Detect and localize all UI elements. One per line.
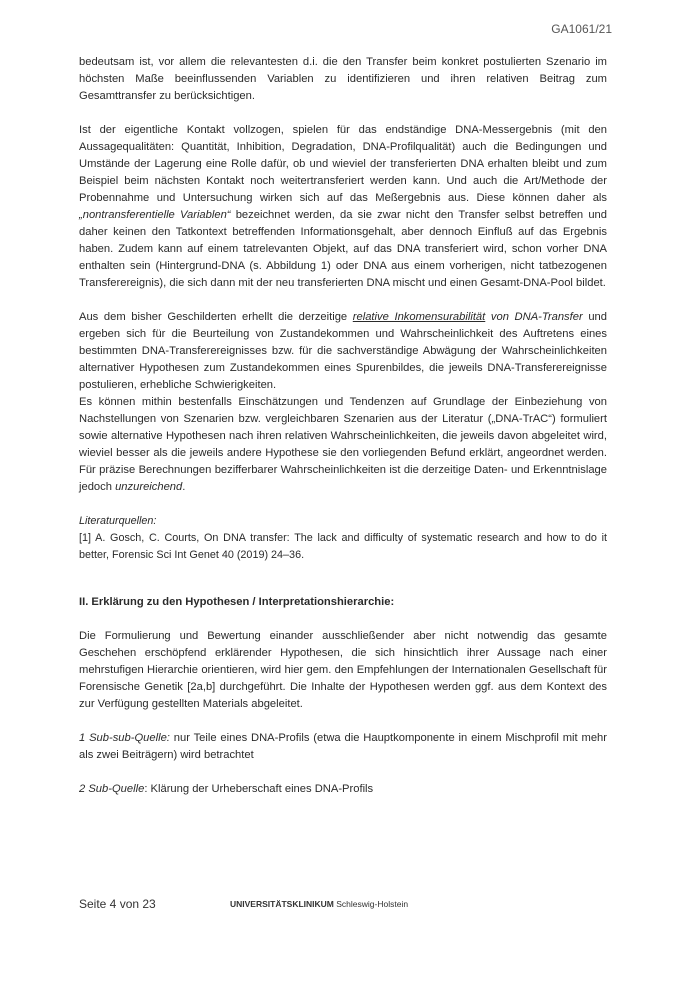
paragraph-incommensurability — [79, 309, 607, 394]
paragraph-estimates — [79, 394, 607, 496]
hierarchy-level-text: nur Teile eines DNA-Profils (etwa die Hauptkomponente in einem Mischprofil mit mehr als zwei Beiträgern) wird betrachtet — [79, 732, 607, 761]
paragraph-text: Aus dem bisher Geschilderten erhellt die derzeitige — [79, 311, 353, 323]
emphasis-text: von DNA-Transfer — [485, 311, 583, 323]
paragraph-transfer-variables: bedeutsam ist, vor allem die relevantesten d.i. die den Transfer beim konkret postulierten Szenario im höchsten Maße beeinflussenden Variablen zu identifizieren und ihren relativen Beitrag zum Gesamttransfer zu berücksichtigen. — [79, 56, 607, 102]
references-heading: Literaturquellen: — [79, 515, 157, 527]
paragraph-text: bezeichnet werden, da sie zwar nicht den Transfer selbst betreffen und daher keinen den Tatkontext betreffenden Informationsgehalt, aber dennoch Einfluß auf das Ergebnis haben. Zudem kann auf einem tatrelevanten Objekt, auf das DNA transferiert wird, schon vorher DNA enthalten sein (Hintergrund-DNA (s. Abbildung 1) oder DNA aus einem vorherigen, nicht tatbezogenen Transferereignis), die sich dann mit der neu transferierten DNA mischt und einen Gesamt-DNA-Pool bildet. — [79, 209, 607, 289]
paragraph-text: . — [182, 481, 186, 493]
hierarchy-level-item — [79, 781, 607, 798]
institution-name — [230, 899, 408, 909]
hierarchy-level-text: : Klärung der Urheberschaft eines DNA-Profils — [144, 783, 374, 795]
page-body — [79, 54, 607, 815]
reference-item: [1] A. Gosch, C. Courts, On DNA transfer: The lack and difficulty of systematic research and how to do it better, Forensic Sci Int Genet 40 (2019) 24–36. — [79, 532, 607, 561]
institution-rest: Schleswig-Holstein — [333, 899, 409, 909]
references-section — [79, 513, 607, 564]
emphasis-text: unzureichend — [115, 481, 183, 493]
institution-bold: UNIVERSITÄTSKLINIKUM — [230, 899, 334, 909]
document-number: GA1061/21 — [551, 22, 612, 36]
hierarchy-level-item — [79, 730, 607, 764]
section-heading: II. Erklärung zu den Hypothesen / Interpretationshierarchie: — [79, 596, 395, 608]
paragraph-text: und ergeben sich für die Beurteilung von Zustandekommen und Wahrscheinlichkeit des Auftretens eines bestimmten DNA-Transferereignisses bzw. für die sachverständige Abwägung der Wahrscheinlichkeiten alternativer Hypothesen zum Zustandekommen eines Spurenbildes, die jeweils DNA-Transferereignisse postulieren, erhebliche Schwierigkeiten. — [79, 311, 608, 391]
emphasis-text: „nontransferentielle Variablen“ — [79, 209, 231, 221]
emphasis-underlined-text: relative Inkomensurabilität — [352, 311, 486, 323]
paragraph-hypotheses: Die Formulierung und Bewertung einander ausschließender aber nicht notwendig das gesamte Geschehen erschöpfend erklärender Hypothesen, die sich hinsichtlich ihrer Aussage nach einer mehrstufigen Hierarchie orientieren, wird hier gem. den Empfehlungen der Internationalen Gesellschaft für Forensische Genetik [2a,b] durchgeführt. Die Inhalte der Hypothesen werden ggf. aus dem Kontext des zur Verfügung gestellten Materials abgeleitet. — [79, 630, 607, 710]
page-number: Seite 4 von 23 — [79, 897, 156, 911]
paragraph-nontransferential-variables — [79, 122, 607, 292]
paragraph-text: Ist der eigentliche Kontakt vollzogen, spielen für das endständige DNA-Messergebnis (mit den Aussagequalitäten: Quantität, Inhibition, Degradation, DNA-Profilqualität) auch die Bedingungen und Umstände der Lagerung eine Rolle dafür, ob und wieviel der transferierten DNA erhalten bleibt und zum Beispiel beim nächsten Kontakt noch weitertransferiert werden kann. Und auch die Art/Methode der Probennahme und Untersuchung wirken sich auf das Meßergebnis aus. Diese können daher als — [79, 124, 607, 204]
hierarchy-level-label: 2 Sub-Quelle — [79, 783, 145, 795]
hierarchy-level-label: 1 Sub-sub-Quelle: — [79, 732, 170, 744]
paragraph-text: Es können mithin bestenfalls Einschätzungen und Tendenzen auf Grundlage der Einbeziehung von Nachstellungen von Szenarien bzw. vergleichbaren Szenarien aus der Literatur („DNA-TrAC“) formuliert sowie alternative Hypothesen nach ihren relativen Wahrscheinlichkeiten, die jeweils davon abgeleitet wird, wieviel besser als die jeweils andere Hypothese sie den vorliegenden Befund erklärt, angeordnet werden. Für präzise Berechnungen bezifferbarer Wahrscheinlichkeiten ist die derzeitige Daten- und Erkenntnislage jedoch — [79, 396, 607, 493]
